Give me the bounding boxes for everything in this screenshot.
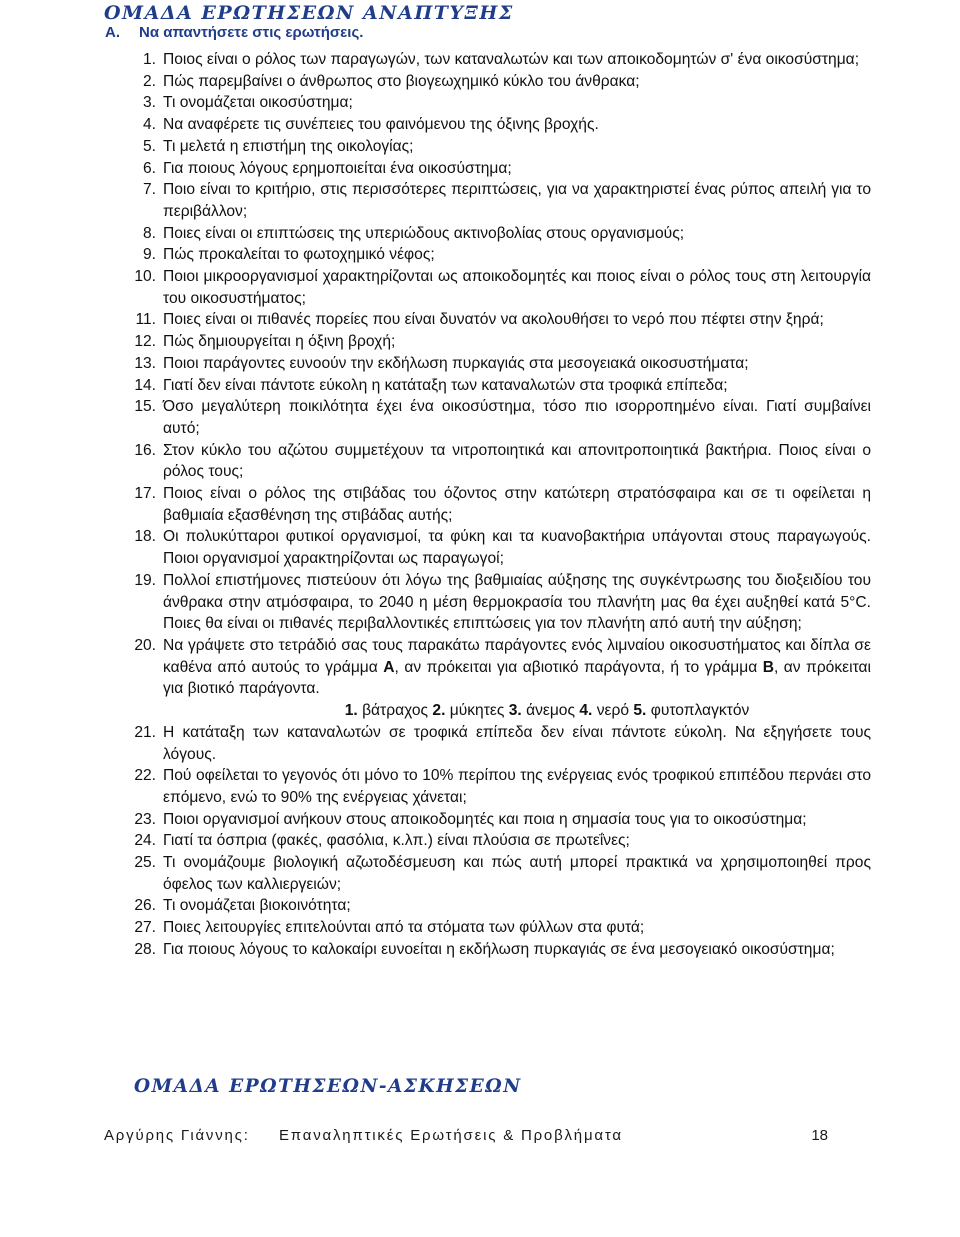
question-item bbox=[0, 266, 960, 309]
option-item bbox=[633, 702, 749, 719]
question-text: Γιατί δεν είναι πάντοτε εύκολη η κατάταξη των καταναλωτών στα τροφικά επίπεδα; bbox=[163, 376, 728, 394]
question-number: 17. bbox=[134, 485, 156, 503]
question-number: 8. bbox=[142, 224, 156, 242]
question-item bbox=[0, 765, 960, 808]
option-number: 1. bbox=[344, 702, 358, 720]
question-number: 1. bbox=[142, 51, 156, 68]
question-text: Για ποιους λόγους το καλοκαίρι ευνοείται η εκδήλωση πυρκαγιάς σε ένα μεσογειακό οικοσύστημα; bbox=[163, 940, 835, 958]
option-number: 2. bbox=[432, 702, 446, 720]
option-item bbox=[432, 702, 504, 719]
subsection-number: Α. bbox=[105, 24, 120, 41]
option-item bbox=[345, 702, 428, 719]
question-text: Πώς παρεμβαίνει ο άνθρωπος στο βιογεωχημικό κύκλο του άνθρακα; bbox=[163, 72, 640, 90]
question-item bbox=[0, 852, 960, 895]
question-number: 7. bbox=[142, 181, 156, 199]
question-number: 3. bbox=[142, 94, 156, 112]
question-number: 15. bbox=[134, 398, 156, 416]
question-text: Τι ονομάζεται οικοσύστημα; bbox=[163, 94, 353, 112]
question-text: Τι ονομάζεται βιοκοινότητα; bbox=[163, 897, 351, 915]
question-number: 26. bbox=[134, 897, 156, 915]
question-number: 13. bbox=[134, 354, 156, 372]
question-number: 10. bbox=[134, 268, 156, 286]
question-text: Πώς προκαλείται το φωτοχημικό νέφος; bbox=[163, 246, 435, 264]
question-text: Πώς δημιουργείται η όξινη βροχή; bbox=[163, 333, 396, 351]
question-number: 4. bbox=[142, 116, 156, 134]
question-number: 6. bbox=[142, 159, 156, 177]
question-text: Να γράψετε στο τετράδιό σας τους παρακάτω παράγοντες ενός λιμναίου οικοσυστήματος και δίπλα σε καθένα από αυτούς το γράμμα bbox=[163, 636, 871, 676]
question-item bbox=[0, 895, 960, 917]
question-number: 23. bbox=[134, 810, 156, 828]
question-item bbox=[0, 331, 960, 353]
question-item bbox=[0, 49, 960, 71]
question-item bbox=[0, 809, 960, 831]
question-text: Στον κύκλο του αζώτου συμμετέχουν τα νιτροποιητικά και απονιτροποιητικά βακτήρια. Ποιος είναι ο ρόλος τους; bbox=[163, 441, 871, 481]
question-text: Ποιοι οργανισμοί ανήκουν στους αποικοδομητές και ποια η σημασία τους για το οικοσύστημα; bbox=[163, 810, 807, 828]
question-text: Όσο μεγαλύτερη ποικιλότητα έχει ένα οικοσύστημα, τόσο πιο ισορροπημένο είναι. Γιατί συμβαίνει αυτό; bbox=[163, 398, 871, 437]
question-text: Να αναφέρετε τις συνέπειες του φαινόμενου της όξινης βροχής. bbox=[163, 116, 599, 134]
question-number: 28. bbox=[134, 940, 156, 958]
question-text: Γιατί τα όσπρια (φακές, φασόλια, κ.λπ.) είναι πλούσια σε πρωτεΐνες; bbox=[163, 832, 630, 850]
question-item bbox=[0, 396, 960, 439]
question-text: Τι μελετά η επιστήμη της οικολογίας; bbox=[163, 137, 414, 155]
question-text: Ποιος είναι ο ρόλος των παραγωγών, των καταναλωτών και των αποικοδομητών σ' ένα οικοσύστημα; bbox=[163, 51, 860, 68]
section-heading-exercises: ΟΜΑΔΑ ΕΡΩΤΗΣΕΩΝ-ΑΣΚΗΣΕΩΝ bbox=[134, 1076, 522, 1097]
question-number: 27. bbox=[134, 919, 156, 937]
option-item bbox=[579, 702, 629, 719]
question-text: Για ποιους λόγους ερημοποιείται ένα οικοσύστημα; bbox=[163, 159, 512, 177]
question-item bbox=[0, 92, 960, 114]
question-number: 22. bbox=[134, 767, 156, 785]
question-list bbox=[0, 49, 960, 961]
question-item bbox=[0, 830, 960, 852]
question-text: Ποιο είναι το κριτήριο, στις περισσότερες περιπτώσεις, για να χαρακτηριστεί ένας ρύπος απειλή για το περιβάλλον; bbox=[163, 181, 871, 220]
option-number: 5. bbox=[633, 702, 647, 720]
answer-letter: Β bbox=[762, 658, 774, 676]
question-number: 18. bbox=[134, 528, 156, 546]
subsection-a bbox=[105, 24, 363, 41]
question-number: 12. bbox=[134, 333, 156, 351]
option-number: 4. bbox=[579, 702, 593, 720]
option-label: μύκητες bbox=[449, 702, 505, 720]
question-item bbox=[0, 244, 960, 266]
question-item bbox=[0, 939, 960, 961]
question-text: Ποιες είναι οι πιθανές πορείες που είναι δυνατόν να ακολουθήσει το νερό που πέφτει στην ξηρά; bbox=[163, 311, 824, 329]
answer-letter: Α bbox=[383, 658, 395, 676]
question-number: 19. bbox=[134, 571, 156, 589]
question-text: Ποιες είναι οι επιπτώσεις της υπεριώδους ακτινοβολίας στους οργανισμούς; bbox=[163, 224, 685, 242]
question-item bbox=[0, 722, 960, 765]
question-text: Πολλοί επιστήμονες πιστεύουν ότι λόγω της βαθμιαίας αύξησης της συγκέντρωσης του διοξειδίου του άνθρακα στην ατμόσφαιρα, το 2040 η μέση θερμοκρασία του πλανήτη μας θα έχει αυξηθεί κατά 5°C. Ποιες θα είναι οι πιθανές περιβαλλοντικές επιπτώσεις για τον πλανήτη από αυτή την αύξηση; bbox=[163, 571, 871, 633]
subsection-label: Να απαντήσετε στις ερωτήσεις. bbox=[139, 24, 364, 41]
page-footer bbox=[104, 1127, 828, 1144]
question-number: 25. bbox=[134, 854, 156, 872]
question-number: 11. bbox=[135, 311, 156, 329]
question-number: 16. bbox=[134, 441, 156, 459]
question-number: 20. bbox=[134, 636, 156, 654]
footer-author: Αργύρης Γιάννης: bbox=[104, 1127, 250, 1144]
question-item bbox=[0, 114, 960, 136]
question-item bbox=[0, 71, 960, 93]
question-number: 9. bbox=[142, 246, 156, 264]
question-number: 24. bbox=[134, 832, 156, 850]
question-item bbox=[0, 223, 960, 245]
option-number: 3. bbox=[508, 702, 522, 720]
question-text: , αν πρόκειται για αβιοτικό παράγοντα, ή το γράμμα bbox=[394, 658, 763, 676]
question-text: Πού οφείλεται το γεγονός ότι μόνο το 10% περίπου της ενέργειας ενός τροφικού επιπέδου περνάει στο επόμενο, ενώ το 90% της ενέργειας χάνεται; bbox=[163, 767, 871, 806]
question-item bbox=[0, 570, 960, 635]
question-text: Η κατάταξη των καταναλωτών σε τροφικά επίπεδα δεν είναι πάντοτε εύκολη. Να εξηγήσετε τους λόγους. bbox=[163, 723, 871, 763]
question-item bbox=[0, 158, 960, 180]
question-item bbox=[0, 353, 960, 375]
question-item bbox=[0, 635, 960, 722]
question-item bbox=[0, 917, 960, 939]
question-number: 14. bbox=[134, 376, 156, 394]
question-text: Ποιες λειτουργίες επιτελούνται από τα στόματα των φύλλων στα φυτά; bbox=[163, 919, 645, 937]
question-text: Τι ονομάζουμε βιολογική αζωτοδέσμευση και πώς αυτή μπορεί πρακτικά να χρησιμοποιηθεί προς όφελος των καλλιεργειών; bbox=[163, 854, 871, 893]
question-item bbox=[0, 375, 960, 397]
option-item bbox=[509, 702, 575, 719]
question-number: 5. bbox=[142, 137, 156, 155]
footer-title: Επαναληπτικές Ερωτήσεις & Προβλήματα bbox=[279, 1127, 623, 1144]
question-text: Ποιοι μικροοργανισμοί χαρακτηρίζονται ως αποικοδομητές και ποιος είναι ο ρόλος τους στη λειτουργία του οικοσυστήματος; bbox=[163, 268, 871, 307]
question-text: , αν πρόκειται για βιοτικό παράγοντα. bbox=[163, 658, 871, 698]
question-number: 2. bbox=[142, 72, 156, 90]
option-label: βάτραχος bbox=[362, 702, 429, 720]
question-text: Ποιοι παράγοντες ευνοούν την εκδήλωση πυρκαγιάς στα μεσογειακά οικοσυστήματα; bbox=[163, 354, 749, 372]
page-number: 18 bbox=[811, 1127, 828, 1144]
question-item bbox=[0, 440, 960, 483]
question-item bbox=[0, 309, 960, 331]
option-label: φυτοπλαγκτόν bbox=[650, 702, 750, 720]
option-label: άνεμος bbox=[526, 702, 575, 720]
question-item bbox=[0, 136, 960, 158]
options-row bbox=[163, 700, 871, 722]
question-item bbox=[0, 526, 960, 569]
question-text: Ποιος είναι ο ρόλος της στιβάδας του όζοντος στην κατώτερη στρατόσφαιρα και σε τι οφείλεται η βαθμιαία εξασθένηση της στιβάδας αυτής; bbox=[163, 485, 871, 524]
question-item bbox=[0, 179, 960, 222]
question-text: Οι πολυκύτταροι φυτικοί οργανισμοί, τα φύκη και τα κυανοβακτήρια υπάγονται στους παραγωγούς. Ποιοι οργανισμοί χαρακτηρίζονται ως παραγωγοί; bbox=[163, 528, 871, 568]
section-heading-development: ΟΜΑΔΑ ΕΡΩΤΗΣΕΩΝ ΑΝΑΠΤΥΞΗΣ bbox=[104, 2, 514, 24]
question-number: 21. bbox=[134, 723, 156, 741]
option-label: νερό bbox=[596, 702, 629, 720]
question-item bbox=[0, 483, 960, 526]
